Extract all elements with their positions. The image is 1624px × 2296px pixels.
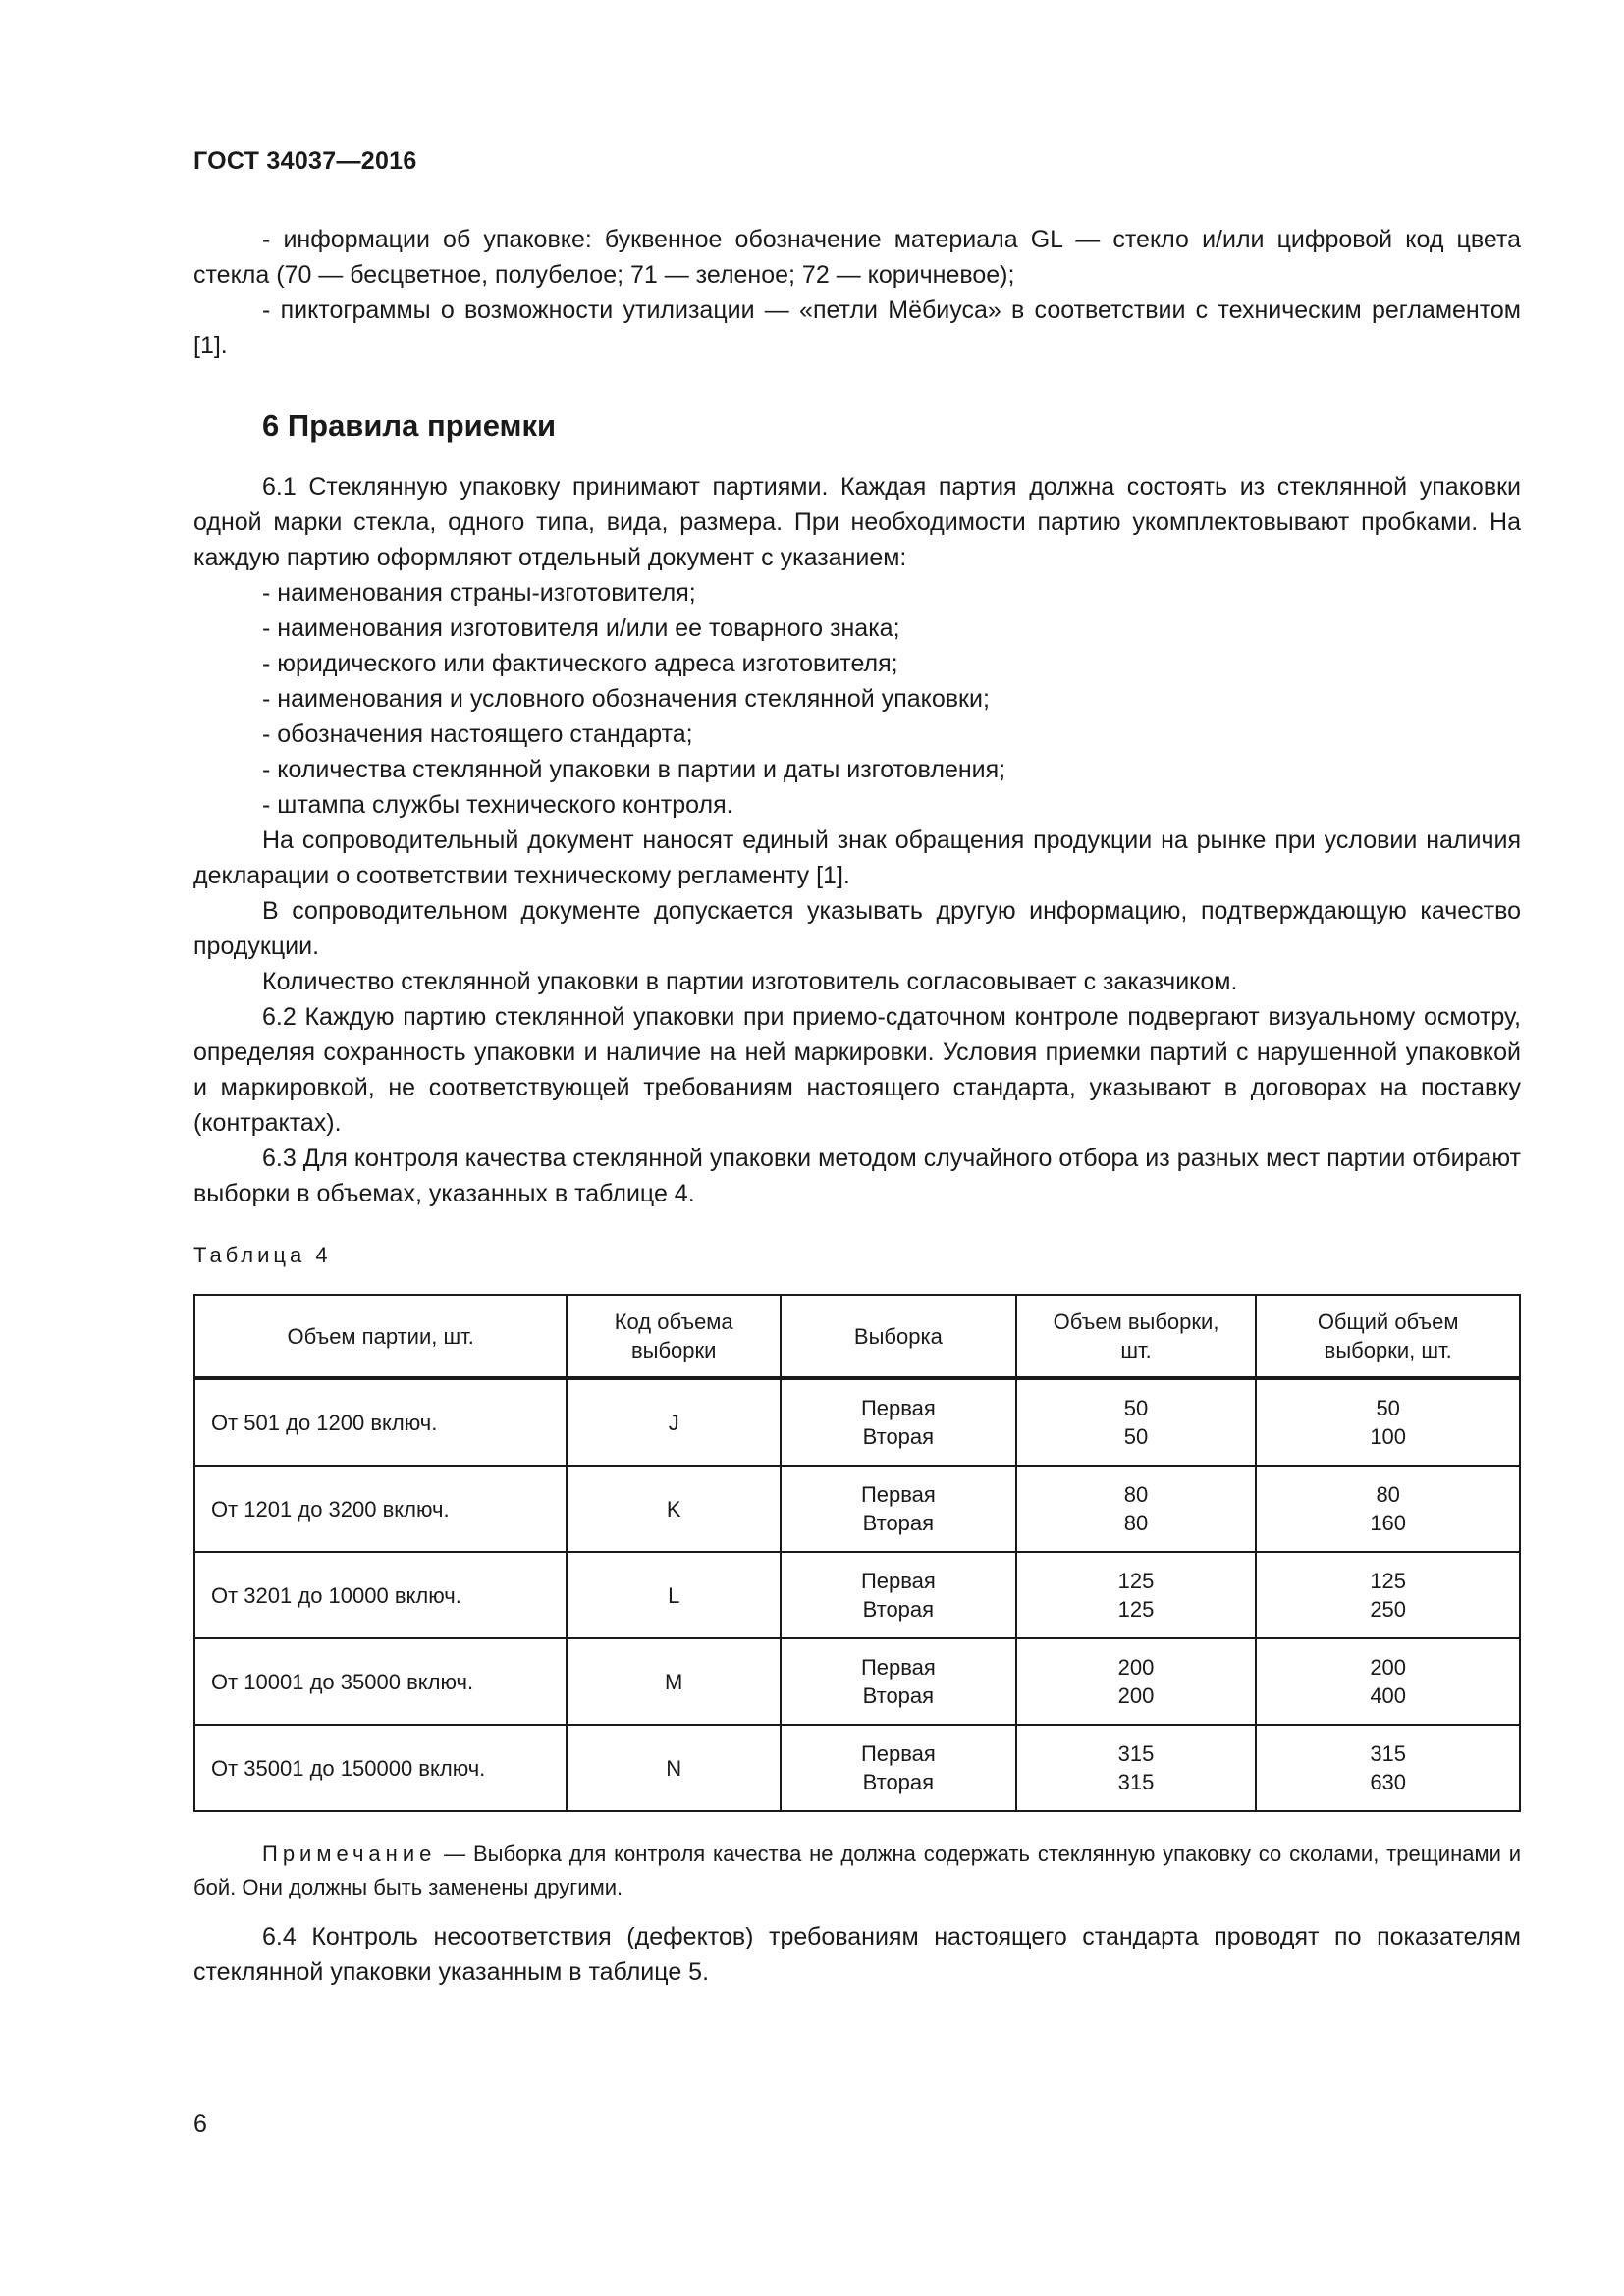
section-title: 6 Правила приемки xyxy=(262,408,557,443)
cell-sample: Первая Вторая xyxy=(781,1552,1016,1638)
table-row xyxy=(194,1638,1520,1725)
final-text xyxy=(193,1919,1521,1990)
cell-total: 125 250 xyxy=(1256,1552,1520,1638)
table-caption: Таблица 4 xyxy=(193,1243,332,1267)
list-item: - наименования страны-изготовителя; xyxy=(262,579,696,607)
paragraph-6-3: 6.3 Для контроля качества стеклянной упаковки методом случайного отбора из разных мест партии отбирают выборки в объемах, указанных в таблице 4. xyxy=(193,1145,1521,1207)
header-lot-size: Объем партии, шт. xyxy=(194,1295,567,1378)
cell-range: От 10001 до 35000 включ. xyxy=(194,1638,567,1725)
cell-sample: Первая Вторая xyxy=(781,1466,1016,1552)
cell-sample-size: 200 200 xyxy=(1016,1638,1257,1725)
list-item: - обозначения настоящего стандарта; xyxy=(262,721,693,748)
cell-range: От 501 до 1200 включ. xyxy=(194,1378,567,1466)
cell-total: 50 100 xyxy=(1256,1378,1520,1466)
intro-paragraph-2: - пиктограммы о возможности утилизации — «петли Мёбиуса» в соответствии с техническим регламентом [1]. xyxy=(193,296,1521,359)
cell-range: От 35001 до 150000 включ. xyxy=(194,1725,567,1811)
cell-range: От 3201 до 10000 включ. xyxy=(194,1552,567,1638)
sample-size-table xyxy=(193,1294,1521,1812)
paragraph-6-1: 6.1 Стеклянную упаковку принимают партиями. Каждая партия должна состоять из стеклянной упаковки одной марки стекла, одного типа, вида, размера. При необходимости партию укомплектовывают пробками. На каждую партию оформляют отдельный документ с указанием: xyxy=(193,473,1521,571)
list-item: - наименования изготовителя и/или ее товарного знака; xyxy=(262,614,900,642)
list-item: - количества стеклянной упаковки в партии и даты изготовления; xyxy=(262,756,1006,783)
table-row xyxy=(194,1552,1520,1638)
cell-range: От 1201 до 3200 включ. xyxy=(194,1466,567,1552)
header-code: Код объема выборки xyxy=(567,1295,781,1378)
intro-paragraph-1: - информации об упаковке: буквенное обозначение материала GL — стекло и/или цифровой код цвета стекла (70 — бесцветное, полубелое; 71 — зеленое; 72 — коричневое); xyxy=(193,226,1521,289)
table-note xyxy=(193,1838,1521,1904)
section-body xyxy=(193,469,1521,1211)
list-item: - юридического или фактического адреса изготовителя; xyxy=(262,650,898,677)
cell-sample: Первая Вторая xyxy=(781,1638,1016,1725)
table-row xyxy=(194,1466,1520,1552)
paragraph-quantity: Количество стеклянной упаковки в партии изготовитель согласовывает с заказчиком. xyxy=(262,968,1238,995)
table-header-row xyxy=(194,1295,1520,1378)
header-total: Общий объем выборки, шт. xyxy=(1256,1295,1520,1378)
cell-code: K xyxy=(567,1466,781,1552)
list-item: - наименования и условного обозначения стеклянной упаковки; xyxy=(262,685,990,713)
cell-total: 200 400 xyxy=(1256,1638,1520,1725)
paragraph-6-4: 6.4 Контроль несоответствия (дефектов) требованиям настоящего стандарта проводят по показателям стеклянной упаковки указанным в таблице 5. xyxy=(193,1923,1521,1986)
cell-sample-size: 80 80 xyxy=(1016,1466,1257,1552)
cell-sample-size: 125 125 xyxy=(1016,1552,1257,1638)
cell-code: J xyxy=(567,1378,781,1466)
cell-total: 315 630 xyxy=(1256,1725,1520,1811)
cell-sample: Первая Вторая xyxy=(781,1378,1016,1466)
note-label: Примечание xyxy=(262,1842,437,1866)
cell-code: M xyxy=(567,1638,781,1725)
paragraph-marking: На сопроводительный документ наносят единый знак обращения продукции на рынке при условии наличия декларации о соответствии техническому регламенту [1]. xyxy=(193,827,1521,889)
table-row xyxy=(194,1725,1520,1811)
note-text: — Выборка для контроля качества не должна содержать стеклянную упаковку со сколами, трещинами и бой. Они должны быть заменены другими. xyxy=(193,1842,1521,1899)
page-number: 6 xyxy=(193,2110,207,2138)
cell-sample: Первая Вторая xyxy=(781,1725,1016,1811)
paragraph-6-2: 6.2 Каждую партию стеклянной упаковки при приемо-сдаточном контроле подвергают визуальному осмотру, определяя сохранность упаковки и наличие на ней маркировки. Условия приемки партий с нарушенной упаковкой и маркировкой, не соответствующей требованиям настоящего стандарта, указывают в договорах на поставку (контрактах). xyxy=(193,1003,1521,1137)
header-sample: Выборка xyxy=(781,1295,1016,1378)
cell-sample-size: 50 50 xyxy=(1016,1378,1257,1466)
table-row xyxy=(194,1378,1520,1466)
cell-total: 80 160 xyxy=(1256,1466,1520,1552)
cell-sample-size: 315 315 xyxy=(1016,1725,1257,1811)
document-header: ГОСТ 34037—2016 xyxy=(193,147,417,175)
paragraph-other-info: В сопроводительном документе допускается указывать другую информацию, подтверждающую качество продукции. xyxy=(193,897,1521,960)
intro-text xyxy=(193,222,1521,363)
list-item: - штампа службы технического контроля. xyxy=(262,791,733,819)
cell-code: L xyxy=(567,1552,781,1638)
cell-code: N xyxy=(567,1725,781,1811)
header-sample-size: Объем выборки, шт. xyxy=(1016,1295,1257,1378)
